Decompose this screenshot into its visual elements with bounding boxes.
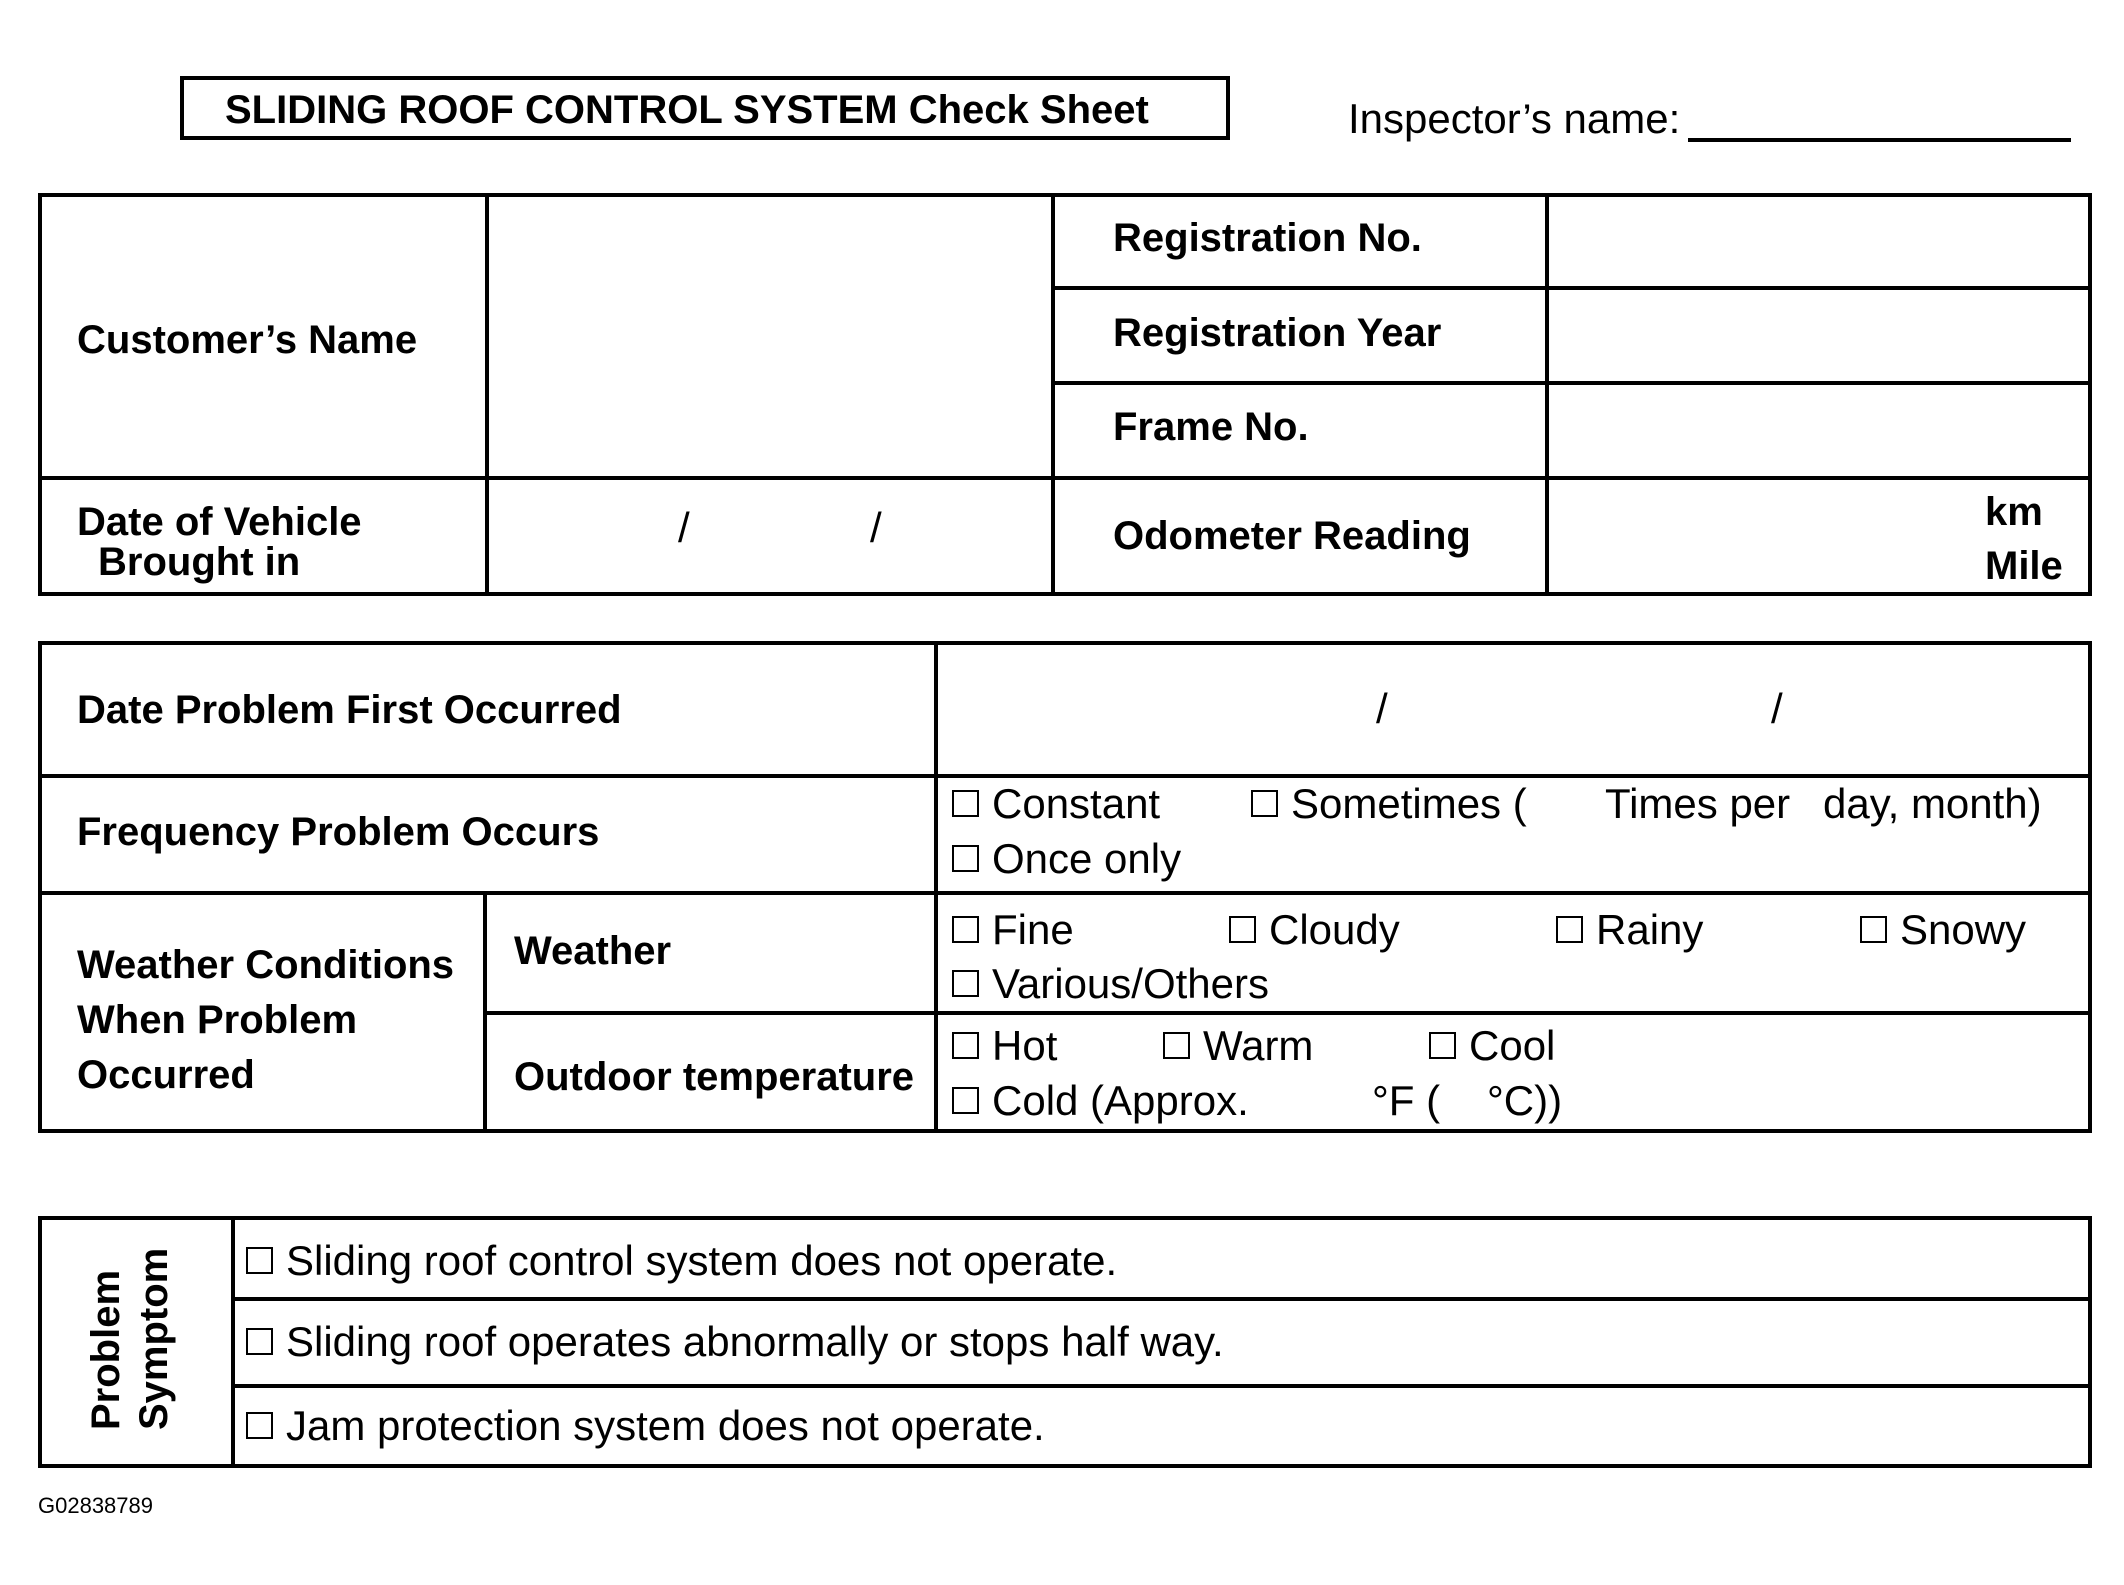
frame-no-field[interactable] xyxy=(1549,385,2088,476)
weather-label: Weather xyxy=(514,929,672,973)
checkbox-cloudy[interactable] xyxy=(1229,916,1256,943)
checkbox-warm[interactable] xyxy=(1163,1032,1190,1059)
option-sometimes[interactable]: Sometimes ( xyxy=(1251,783,1527,825)
unit-mile: Mile xyxy=(1985,544,2063,588)
checkbox-symptom-abnormal-operation[interactable] xyxy=(246,1328,273,1355)
option-fine[interactable]: Fine xyxy=(952,909,1074,951)
day-month-text: day, month) xyxy=(1823,780,2042,827)
option-warm[interactable]: Warm xyxy=(1163,1025,1313,1067)
date-first-occurred-field[interactable] xyxy=(938,645,2088,774)
option-constant[interactable]: Constant xyxy=(952,783,1160,825)
checkbox-symptom-jam-protection[interactable] xyxy=(246,1412,273,1439)
checkbox-symptom-no-operation[interactable] xyxy=(246,1247,273,1274)
checkbox-constant[interactable] xyxy=(952,790,979,817)
date-first-occurred-label: Date Problem First Occurred xyxy=(77,688,622,732)
checkbox-snowy[interactable] xyxy=(1860,916,1887,943)
figure-id: G02838789 xyxy=(38,1493,153,1518)
option-cold[interactable]: Cold (Approx. xyxy=(952,1080,1249,1122)
date-first-separator-1: / xyxy=(1376,685,1388,732)
option-rainy[interactable]: Rainy xyxy=(1556,909,1703,951)
weather-conditions-label-line2: When Problem xyxy=(77,998,358,1042)
checkbox-hot[interactable] xyxy=(952,1032,979,1059)
checkbox-once-only[interactable] xyxy=(952,845,979,872)
problem-symptom-label-line2: Symptom xyxy=(132,1247,176,1430)
symptom-item-jam-protection[interactable]: Jam protection system does not operate. xyxy=(246,1405,1045,1447)
registration-no-label: Registration No. xyxy=(1113,216,1422,260)
inspector-name-field[interactable] xyxy=(1688,138,2071,142)
odometer-field[interactable] xyxy=(1549,480,1969,592)
option-snowy[interactable]: Snowy xyxy=(1860,909,2026,951)
frequency-label: Frequency Problem Occurs xyxy=(77,810,600,854)
checkbox-cold[interactable] xyxy=(952,1087,979,1114)
checkbox-fine[interactable] xyxy=(952,916,979,943)
symptom-item-abnormal-operation[interactable]: Sliding roof operates abnormally or stops half way. xyxy=(246,1321,1224,1363)
date-brought-label-line1: Date of Vehicle xyxy=(77,500,362,544)
odometer-label: Odometer Reading xyxy=(1113,514,1471,558)
option-cloudy[interactable]: Cloudy xyxy=(1229,909,1400,951)
option-hot[interactable]: Hot xyxy=(952,1025,1057,1067)
date-brought-separator-1: / xyxy=(678,504,690,551)
checkbox-sometimes[interactable] xyxy=(1251,790,1278,817)
customer-name-field[interactable] xyxy=(489,197,1051,476)
date-brought-label-line2: Brought in xyxy=(98,540,301,584)
option-once-only[interactable]: Once only xyxy=(952,838,1181,880)
checkbox-various-others[interactable] xyxy=(952,970,979,997)
customer-name-label: Customer’s Name xyxy=(77,318,418,362)
weather-conditions-label-line1: Weather Conditions xyxy=(77,943,455,987)
date-brought-separator-2: / xyxy=(870,504,882,551)
registration-no-field[interactable] xyxy=(1549,197,2088,286)
date-first-separator-2: / xyxy=(1771,685,1783,732)
symptom-item-no-operation[interactable]: Sliding roof control system does not operate. xyxy=(246,1240,1117,1282)
times-per-text: Times per xyxy=(1605,780,1791,827)
page-title: SLIDING ROOF CONTROL SYSTEM Check Sheet xyxy=(225,88,1149,132)
date-brought-field[interactable] xyxy=(489,480,1051,592)
checkbox-cool[interactable] xyxy=(1429,1032,1456,1059)
checkbox-rainy[interactable] xyxy=(1556,916,1583,943)
weather-conditions-label-line3: Occurred xyxy=(77,1053,255,1097)
inspector-label: Inspector’s name: xyxy=(1348,95,1681,142)
degree-f-text: °F ( xyxy=(1372,1077,1441,1124)
frame-no-label: Frame No. xyxy=(1113,405,1309,449)
option-various-others[interactable]: Various/Others xyxy=(952,963,1269,1005)
registration-year-field[interactable] xyxy=(1549,290,2088,381)
outdoor-temperature-label: Outdoor temperature xyxy=(514,1055,915,1099)
degree-c-text: °C)) xyxy=(1487,1077,1563,1124)
unit-km: km xyxy=(1985,490,2043,534)
registration-year-label: Registration Year xyxy=(1113,311,1442,355)
option-cool[interactable]: Cool xyxy=(1429,1025,1555,1067)
problem-symptom-label-line1: Problem xyxy=(84,1269,128,1430)
